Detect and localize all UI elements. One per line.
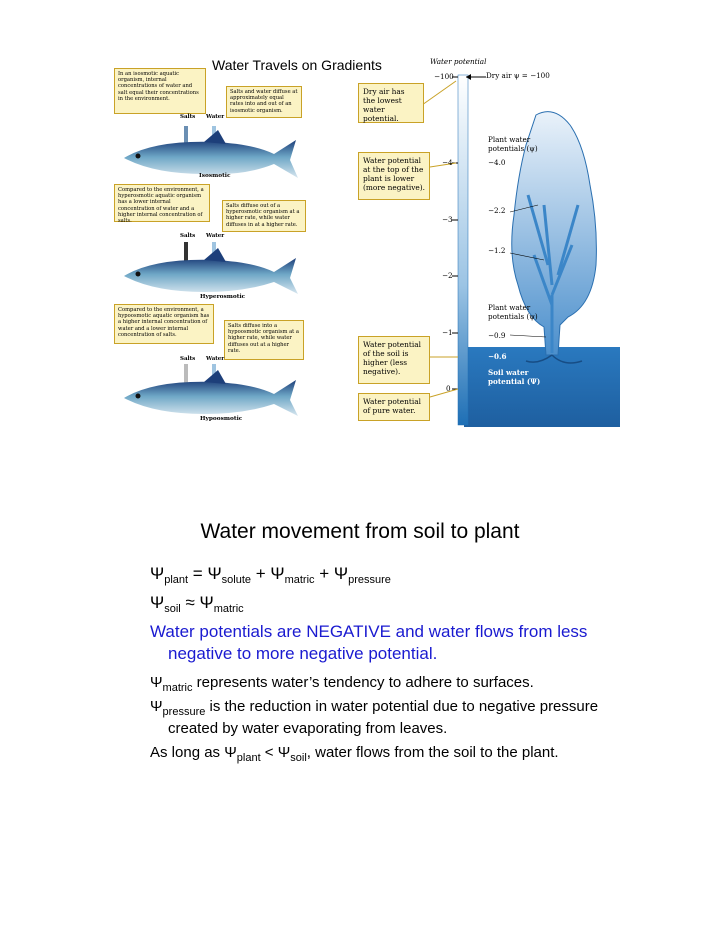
psi-symbol: Ψ <box>199 593 214 612</box>
psi-symbol: Ψ <box>150 564 165 583</box>
equation-psi-soil <box>150 592 244 614</box>
matric-note <box>150 672 610 694</box>
operator: ≈ <box>180 593 200 612</box>
tick-label: −100 <box>434 72 454 81</box>
subscript: matric <box>213 603 244 615</box>
axis-title: Water potential <box>430 57 487 66</box>
conclusion-pre: As long as <box>150 744 225 761</box>
isosmotic-right-note: Salts and water diffuse at approximately equal rates into and out of an isosmotic organism. <box>226 86 302 118</box>
pure-water-callout: Water potential of pure water. <box>358 393 430 421</box>
subscript: soil <box>290 752 307 764</box>
hypoosmotic-fish-image <box>114 360 348 416</box>
operator: + <box>251 564 271 583</box>
hyperosmotic-salts-label: Salts <box>180 233 196 239</box>
tick-label: −4 <box>442 158 453 167</box>
water-potential-diagram <box>358 55 620 427</box>
conclusion-post: , water flows from the soil to the plant. <box>306 744 559 761</box>
isosmotic-salts-label: Salts <box>180 114 196 120</box>
tick-label: −1 <box>442 328 453 337</box>
subscript: matric <box>162 682 193 694</box>
top-plant-callout: Water potential at the top of the plant is lower (more negative). <box>358 152 430 200</box>
psi-symbol: Ψ <box>270 564 285 583</box>
psi-symbol: Ψ <box>150 698 163 715</box>
negative-potential-statement: Water potentials are NEGATIVE and water flows from less negative to more negative potential. <box>150 622 588 663</box>
hyperosmotic-water-label: Water <box>206 233 225 239</box>
figure-title: Water Travels on Gradients <box>212 57 382 73</box>
operator: + <box>314 564 334 583</box>
hyperosmotic-caption: Hyperosmotic <box>200 294 246 300</box>
subscript: pressure <box>348 574 391 586</box>
hyperosmotic-left-note: Compared to the environment, a hyperosmotic aquatic organism has a lower internal concentration of water and a higher internal concentration of salts. <box>114 184 210 222</box>
hypoosmotic-water-label: Water <box>206 356 225 362</box>
plant-potentials-label-bottom: Plant water potentials (ψ) <box>488 303 538 321</box>
psi-symbol: Ψ <box>277 744 291 761</box>
hyperosmotic-fish-image <box>114 238 348 294</box>
psi-symbol: Ψ <box>224 744 237 761</box>
plant-value: −4.0 <box>488 158 506 167</box>
psi-symbol: Ψ <box>207 564 222 583</box>
psi-symbol: Ψ <box>150 593 165 612</box>
psi-symbol: Ψ <box>150 674 163 691</box>
subscript: pressure <box>162 706 206 718</box>
isosmotic-left-note: In an isosmotic aquatic organism, internal concentrations of water and salt equal their concentrations in the environment. <box>114 68 206 114</box>
tick-label: 0 <box>446 384 451 393</box>
isosmotic-caption: Isosmotic <box>199 173 231 179</box>
conclusion-text <box>150 742 618 764</box>
soil-callout: Water potential of the soil is higher (less negative). <box>358 336 430 384</box>
section-title: Water movement from soil to plant <box>200 520 520 543</box>
soil-value: −0.6 <box>488 352 507 361</box>
dry-air-callout: Dry air has the lowest water potential. <box>358 83 424 123</box>
hypoosmotic-caption: Hypoosmotic <box>200 416 243 422</box>
tick-label: −3 <box>442 215 453 224</box>
subscript: soil <box>164 603 181 615</box>
subscript: plant <box>236 752 261 764</box>
operator: < <box>260 744 278 761</box>
hyperosmotic-right-note: Salts diffuse out of a hyperosmotic organism at a higher rate, while water diffuses in at a higher rate. <box>222 200 306 232</box>
isosmotic-fish-image <box>114 118 348 178</box>
isosmotic-water-label: Water <box>206 114 225 120</box>
equation-psi-plant <box>150 563 391 585</box>
subscript: matric <box>284 574 315 586</box>
plant-potentials-label-top: Plant water potentials (ψ) <box>488 135 538 153</box>
hypoosmotic-left-note: Compared to the environment, a hypoosmotic aquatic organism has a higher internal concentration of water and a lower internal concentration of salts. <box>114 304 214 344</box>
subscript: solute <box>221 574 251 586</box>
plant-value: −0.9 <box>488 331 506 340</box>
subscript: plant <box>164 574 189 586</box>
pressure-note-text: is the reduction in water potential due to negative pressure created by water evaporating from leaves. <box>168 698 599 737</box>
osmotic-fish-figure <box>114 58 348 430</box>
psi-symbol: Ψ <box>333 564 349 583</box>
operator: = <box>188 564 208 583</box>
hypoosmotic-salts-label: Salts <box>180 356 196 362</box>
plant-value: −2.2 <box>488 206 506 215</box>
matric-note-text: represents water’s tendency to adhere to surfaces. <box>192 674 534 691</box>
plant-value: −1.2 <box>488 246 506 255</box>
tick-label: −2 <box>442 271 453 280</box>
soil-potential-label: Soil water potential (Ψ) <box>488 368 541 386</box>
hypoosmotic-right-note: Salts diffuse into a hypoosmotic organism at a higher rate, while water diffuses out at a higher rate. <box>224 320 304 360</box>
dry-air-label: Dry air ψ = −100 <box>486 71 550 80</box>
pressure-note <box>150 696 618 740</box>
